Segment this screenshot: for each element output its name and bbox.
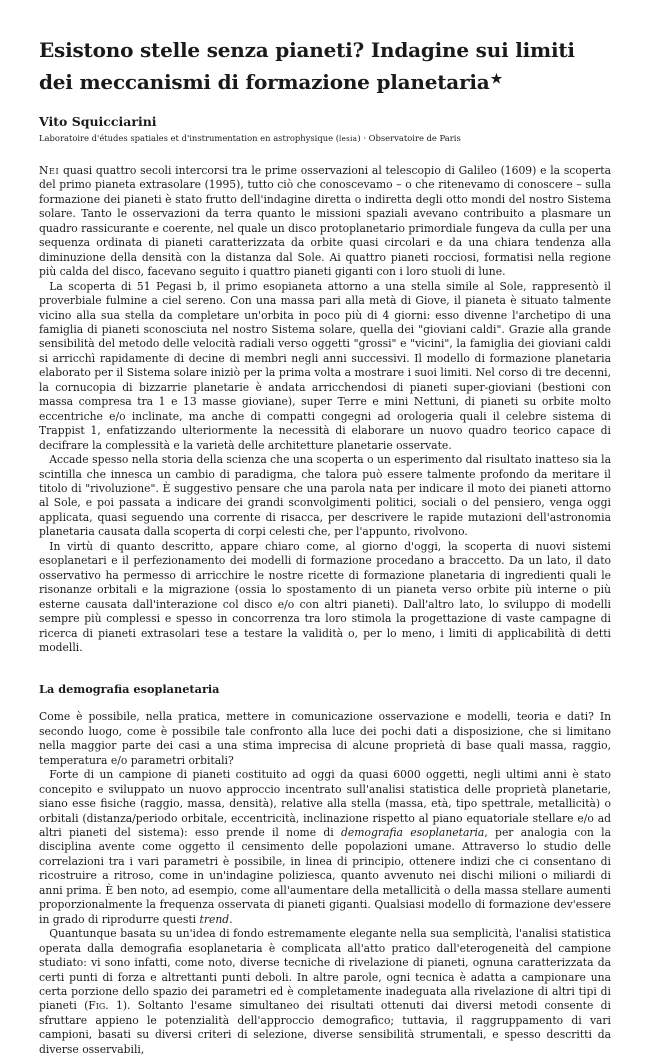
section-p3-text-a: Quantunque basata su un'idea di fondo estremamente elegante nella sua semplicità, l'analisi statistica operata dalla demografia esoplanetaria è complicata all'atto pratico dall'eterogeneità del campione studiato: vi sono infatti, come noto, diverse tecniche di rivelazione di pianeti, ognuna caratterizzata da certi punti di forza e altrettanti punti deboli. In altre parole, ogni tecnica è adatta a campionare una certa porzione dello spazio dei parametri ed è completamente inadeguata alla rivelazione di altri tipi di pianeti ( <box>39 927 611 1013</box>
affiliation-pre: Laboratoire d'études spatiales et d'instrumentation en astrophysique ( <box>39 133 339 143</box>
introduction <box>39 164 611 655</box>
article-title <box>39 36 611 97</box>
affiliation-post: ) · Observatoire de Paris <box>357 133 461 143</box>
intro-paragraph-2: La scoperta di 51 Pegasi b, il primo esopianeta attorno a una stella simile al Sole, rappresentò il proverbiale fulmine a ciel sereno. Con una massa pari alla metà di Giove, il pianeta è situato talmente vicino alla sua stella da completare un'orbita in poco più di 4 giorni: esso divenne l'archetipo di una famiglia di pianeti sconosciuta nel nostro Sistema solare, quella dei "gioviani caldi". Grazie alla grande sensibilità del metodo delle velocità radiali verso oggetti "grossi" e "vicini", la famiglia dei gioviani caldi si arricchì rapidamente di decine di membri negli anni successivi. Il modello di formazione planetaria elaborato per il Sistema solare iniziò per la prima volta a mostrare i suoi limiti. Nel corso di tre decenni, la cornucopia di bizzarrie planetarie è andata arricchendosi di pianeti super-gioviani (bestioni con massa compresa tra 1 e 13 masse gioviane), super Terre e mini Nettuni, di pianeti su orbite molto eccentriche e/o inclinate, ma anche di compatti congegni ad orologeria quali il celebre sistema di Trappist 1, enfatizzando ulteriormente la necessità di elaborare un nuovo quadro teorico capace di decifrare la complessità e la varietà delle architetture planetarie osservate. <box>39 279 611 452</box>
intro-paragraph-1 <box>39 164 611 280</box>
author-affiliation <box>39 132 611 145</box>
section-p2-emphasis: demografia esoplanetaria <box>341 826 485 840</box>
intro-paragraph-4: In virtù di quanto descritto, appare chiaro come, al giorno d'oggi, la scoperta di nuovi sistemi esoplanetari e il perfezionamento dei modelli di formazione procedano a braccetto. Da un lato, il dato osservativo ha permesso di arricchire le nostre ricette di formazione planetaria di ingredienti quali le risonanze orbitali e la migrazione (ossia lo spostamento di un pianeta verso orbite più interne o più esterne causata dall'interazione col disco e/o con altri pianeti). Dall'altro lato, lo sviluppo di modelli sempre più complessi e spesso in concorrenza tra loro stimola la progettazione di vaste campagne di ricerca di pianeti extrasolari tese a testare la validità o, per lo meno, i limiti di applicabilità di detti modelli. <box>39 539 611 654</box>
section-p2-text-c: . <box>229 912 233 926</box>
intro-paragraph-3: Accade spesso nella storia della scienza che una scoperta o un esperimento dal risultato inatteso sia la scintilla che innesca un cambio di paradigma, che talora può essere talmente profondo da meritare il titolo di "rivoluzione". È suggestivo pensare che una parola nata per indicare il moto dei pianeti attorno al Sole, e poi passata a indicare dei grandi sconvolgimenti politici, sociali o del pensiero, venga oggi applicata, quasi seguendo una corrente di risacca, per descrivere le rapide mutazioni dell'astronomia planetaria causata dalla scoperta di corpi celesti che, per l'appunto, rivolvono. <box>39 453 611 539</box>
section-p2-text-a: Forte di un campione di pianeti costituito ad oggi da quasi 6000 oggetti, negli ultimi anni è stato concepito e sviluppato un nuovo approccio incentrato sull'analisi statistica delle proprietà planetarie, siano esse fisiche (raggio, massa, densità), relative alla stella (massa, età, tipo spettrale, metallicità) o orbitali (distanza/periodo orbitale, eccentricità, inclinazione rispetto al piano equatoriale stellare e/o ad altri pianeti del sistema): esso prende il nome di <box>39 768 611 840</box>
section-p2-text-b: , per analogia con la disciplina avente come oggetto il censimento delle popolazioni umane. Attraverso lo studio delle correlazioni tra i vari parametri è possibile, in linea di principio, ottenere indizi che ci consentano di ricostruire a ritroso, come in un'indagine poliziesca, quanto avvenuto nei dischi milioni o miliardi di anni prima. È ben noto, ad esempio, come all'aumentare della metallicità o della massa stellare aumenti proporzionalmente la frequenza osservata di pianeti giganti. Qualsiasi modello di formazione dev'essere in grado di riprodurre questi <box>39 826 611 926</box>
intro-lead-word: Nei <box>39 164 60 177</box>
title-text: Esistono stelle senza pianeti? Indagine sui limiti dei meccanismi di formazione planetaria <box>39 38 575 94</box>
section-paragraph-3 <box>39 927 611 1057</box>
author-name: Vito Squicciarini <box>39 114 157 129</box>
figure-reference: Fig. 1 <box>88 999 123 1013</box>
section-heading: La demografia esoplanetaria <box>39 682 220 697</box>
affiliation-abbr: lesia <box>339 135 358 143</box>
section-paragraph-1: Come è possibile, nella pratica, mettere in comunicazione osservazione e modelli, teoria e dati? In secondo luogo, come è possibile tale confronto alla luce dei pochi dati a disposizione, che si limitano nella maggior parte dei casi a una stima imprecisa di alcune proprietà di base quali massa, raggio, temperatura e/o parametri orbitali? <box>39 710 611 767</box>
section-p3-text-b: ). Soltanto l'esame simultaneo dei risultati ottenuti dai diversi metodi consente di sfruttare appieno le potenzialità dell'approccio demografico; tuttavia, il raggruppamento di vari campioni, basati su diversi criteri di selezione, diverse sensibilità strumentali, e spesso descritti da diverse osservabili, <box>39 999 611 1056</box>
intro-p1-text: quasi quattro secoli intercorsi tra le prime osservazioni al telescopio di Galileo (1609) e la scoperta del primo pianeta extrasolare (1995), tutto ciò che conoscevamo – o che ritenevamo di conoscere – sulla formazione dei pianeti è stato frutto dell'indagine diretta o indiretta degli otto mondi del nostro Sistema solare. Tanto le osservazioni da terra quanto le missioni spaziali avevano contribuito a plasmare un quadro rassicurante e coerente, nel quale un disco protoplanetario primordiale fungeva da culla per una sequenza ordinata di pianeti caratterizzata da orbite quasi circolari e da una chiara tendenza alla diminuzione della densità con la distanza dal Sole. Ai quattro pianeti rocciosi, formatisi nella regione più calda del disco, facevano seguito i quattro pianeti giganti con i loro stuoli di lune. <box>39 164 611 279</box>
section-p2-emphasis-2: trend <box>199 912 230 926</box>
section-body <box>39 710 611 1057</box>
section-paragraph-2 <box>39 768 611 927</box>
title-footnote-mark: ★ <box>490 72 503 87</box>
